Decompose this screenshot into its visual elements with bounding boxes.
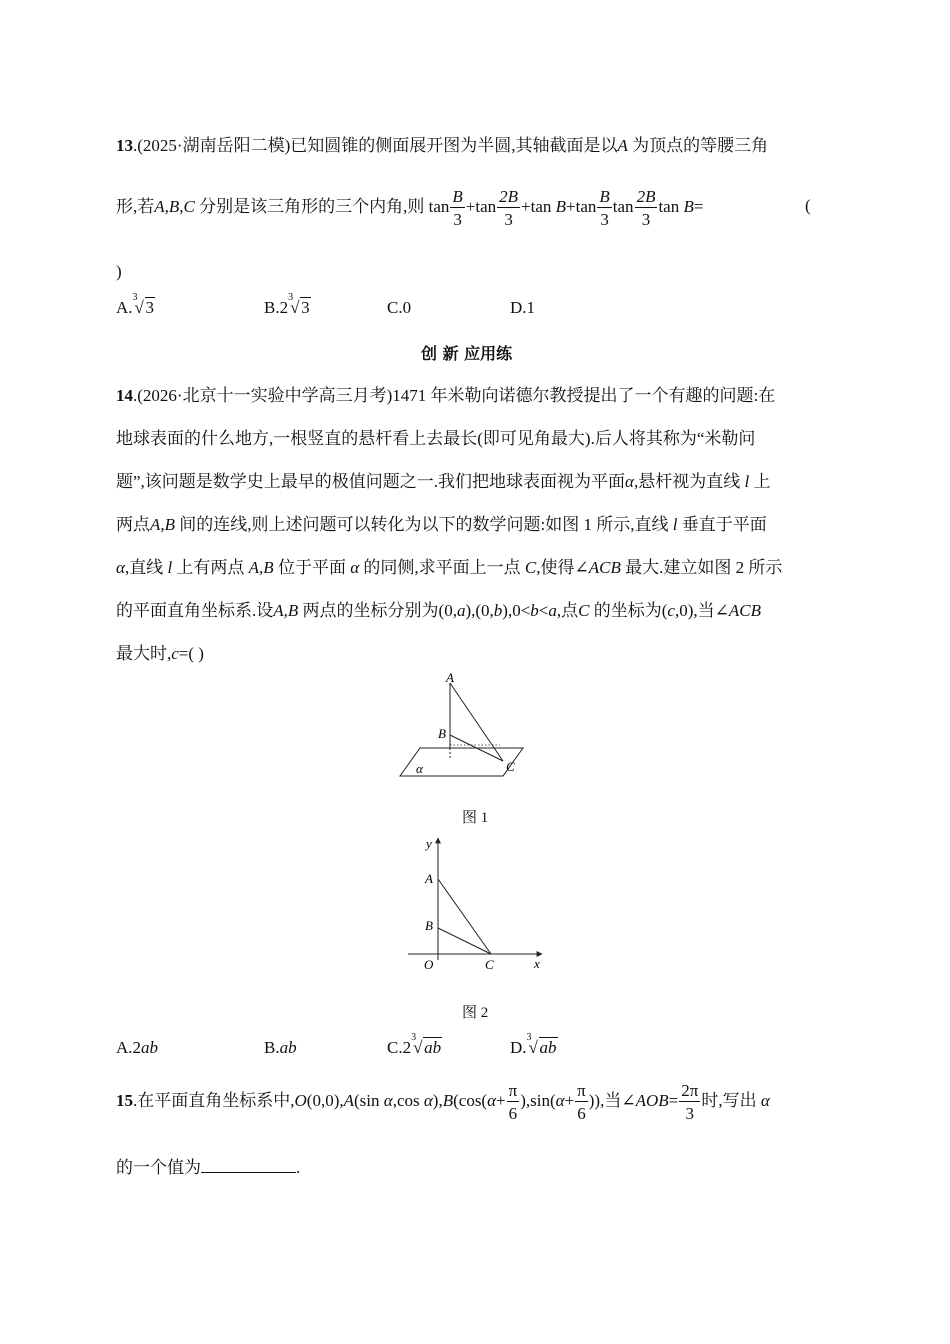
segment-bc-2	[438, 928, 491, 954]
q13-text-1: 已知圆锥的侧面展开图为半圆,其轴截面是以	[290, 136, 618, 155]
q13-plus-tan-1: +tan	[465, 196, 497, 216]
fig1-label-alpha: α	[416, 761, 423, 776]
frac-pi-over-6: $\frac{\pi}{6}$	[508, 1081, 518, 1123]
radical-icon: √	[413, 1038, 423, 1057]
frac-2pi-over-3: $\frac{2\pi}{3}$	[681, 1081, 699, 1123]
frac-b-over-3-2: $\frac{B}{3}$	[599, 187, 610, 229]
fig1-label-c: C	[506, 759, 515, 774]
segment-ac	[450, 683, 503, 761]
q13-paren-close: )	[116, 262, 122, 281]
section-title: 创 新 应用练	[421, 344, 513, 363]
fig2-label-y: y	[426, 836, 432, 851]
q13-var-a: A	[617, 136, 628, 155]
radical-icon: √	[290, 298, 300, 317]
q13-option-c: C.0	[387, 298, 412, 317]
q13-option-a: A. 3 √ 3	[116, 292, 155, 317]
q15-line1: 15.在平面直角坐标系中,O(0,0),A(sin α,cos α),B(cos(α+ $\frac{\pi}{6}$ ),sin(α+ $\frac{\pi}{6}$ )),当∠AOB= $\frac{2\pi}{3}$ 时,写出 α	[116, 1081, 770, 1123]
q13-number: 13	[116, 136, 133, 155]
q13-var-b: B	[555, 196, 567, 216]
fig2-label-c: C	[485, 957, 494, 972]
fig1-label-b: B	[438, 726, 446, 741]
q13-tan-mid: tan	[612, 196, 634, 216]
answer-blank[interactable]	[201, 1158, 296, 1173]
figure-2-caption: 图 2	[462, 1005, 489, 1021]
frac-b-over-3: $\frac{B}{3}$	[452, 187, 463, 229]
q13-paren-open: (	[805, 196, 811, 215]
q15-number: 15	[116, 1090, 133, 1110]
q14-option-b: B.ab	[264, 1038, 297, 1057]
figure-1	[390, 668, 530, 783]
q14-option-a: A.2ab	[116, 1038, 159, 1057]
q14-line5: α,直线 l 上有两点 A,B 位于平面 α 的同侧,求平面上一点 C,使得∠ACB 最大.建立如图 2 所示	[116, 558, 783, 577]
figure-2	[400, 832, 550, 977]
radical-icon: √	[134, 298, 144, 317]
q14-option-d: D. 3 √ ab	[510, 1032, 557, 1057]
q14-number: 14	[116, 386, 133, 405]
frac-2b-over-3-2: $\frac{2B}{3}$	[636, 187, 656, 229]
q13-line2	[116, 188, 703, 228]
q14-line3: 题”,该问题是数学史上最早的极值问题之一.我们把地球表面视为平面α,悬杆视为直线 l 上	[116, 472, 771, 491]
q14-line2: 地球表面的什么地方,一根竖直的悬杆看上去最长(即可见角最大).后人将其称为“米勒问	[116, 429, 756, 448]
radical-icon: √	[528, 1038, 538, 1057]
q13-text-3: 形,若	[116, 196, 155, 216]
q13-source: .(2025·湖南岳阳二模)	[133, 136, 291, 155]
q13-text-2: 为顶点的等腰三角	[632, 136, 769, 155]
q13-option-b: B.2 3 √ 3	[264, 292, 310, 317]
segment-ac-2	[438, 879, 491, 954]
q13-text-4: 分别是该三角形的三个内角,则 tan	[199, 196, 450, 216]
q15-line2: 的一个值为 .	[116, 1158, 301, 1177]
cube-root-ab-d: 3 √ ab	[526, 1032, 557, 1057]
q14-line7: 最大时,c=( )	[116, 644, 204, 663]
q13-equals: =	[693, 196, 704, 216]
q13-tan-end: tan	[658, 196, 680, 216]
fig2-label-x: x	[534, 956, 540, 971]
frac-2b-over-3: $\frac{2B}{3}$	[499, 187, 519, 229]
q13-vars: A,B,C	[154, 196, 195, 216]
q14-line6: 的平面直角坐标系.设A,B 两点的坐标分别为(0,a),(0,b),0<b<a,点C 的坐标为(c,0),当∠ACB	[116, 601, 761, 620]
q13-line1	[116, 131, 768, 156]
frac-pi-over-6-2: $\frac{\pi}{6}$	[577, 1081, 586, 1123]
fig2-label-b: B	[425, 918, 433, 933]
cube-root-3-b: 3 √ 3	[288, 292, 310, 317]
q14-line1: 14.(2026·北京十一实验中学高三月考)1471 年米勒向诺德尔教授提出了一个有趣的问题:在	[116, 386, 776, 405]
q14-option-c: C.2 3 √ ab	[387, 1032, 442, 1057]
q13-option-d: D.1	[510, 298, 536, 317]
q14-source: .(2026·北京十一实验中学高三月考)	[133, 386, 393, 405]
fig2-label-o: O	[424, 957, 434, 972]
figure-1-caption: 图 1	[462, 810, 489, 826]
q13-var-b-2: B	[683, 196, 694, 216]
fig2-label-a: A	[425, 871, 433, 886]
cube-root-3-a: 3 √ 3	[132, 292, 155, 317]
q14-line4: 两点A,B 间的连线,则上述问题可以转化为以下的数学问题:如图 1 所示,直线 l 垂直于平面	[116, 515, 767, 534]
q13-plus-tan-3: +tan	[566, 196, 597, 216]
cube-root-ab-c: 3 √ ab	[411, 1032, 442, 1057]
q13-plus-tan-2: +tan	[521, 196, 552, 216]
fig1-label-a: A	[446, 670, 454, 685]
